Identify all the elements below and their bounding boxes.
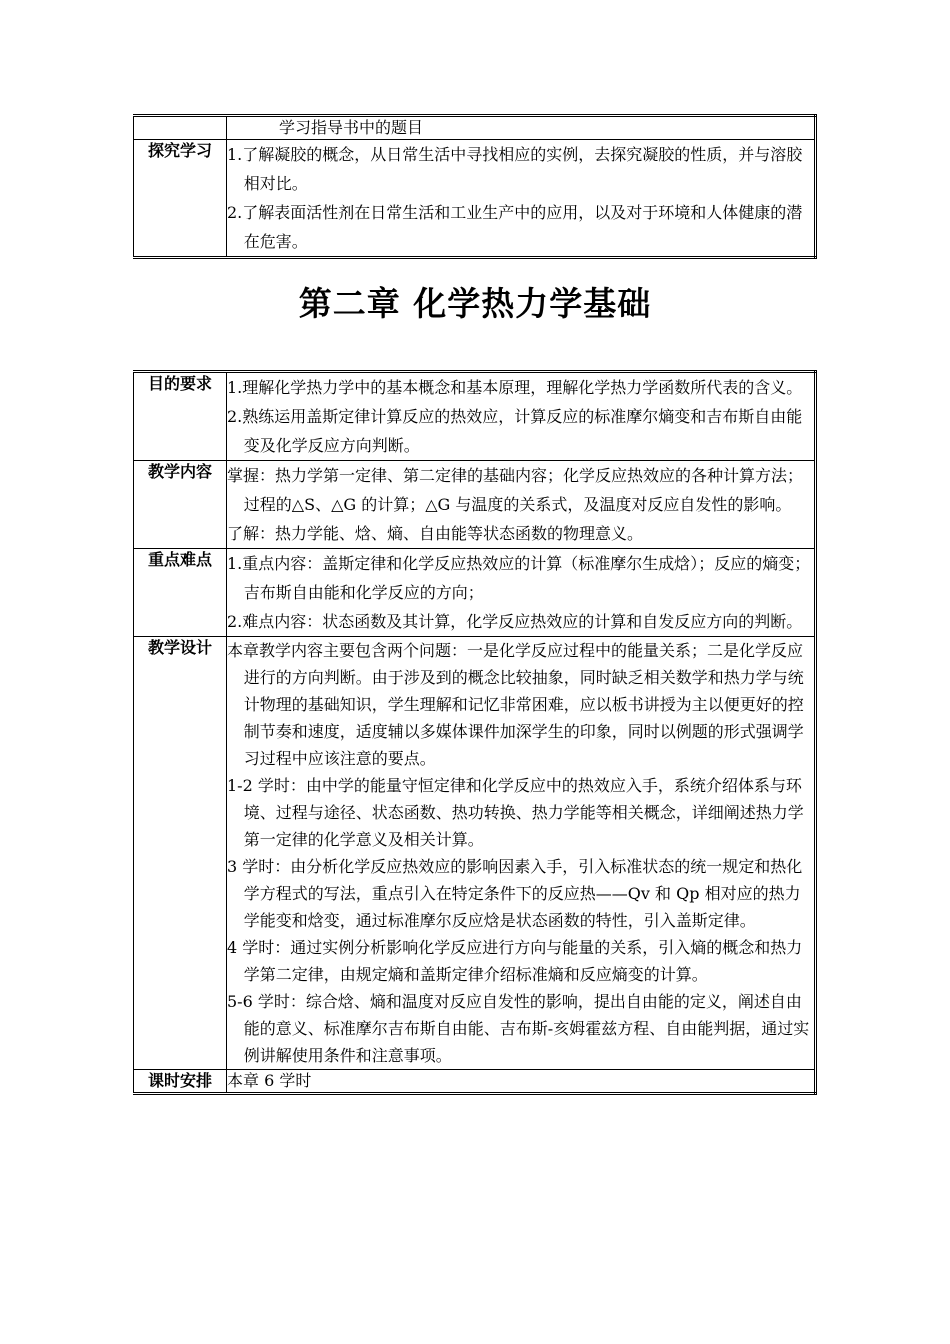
empty-label-cell [134, 116, 227, 140]
table-row [134, 637, 816, 1070]
continuation-row [134, 116, 816, 140]
list-item: 本章 6 学时 [227, 1071, 312, 1090]
row-label: 重点难点 [134, 549, 227, 637]
list-item: 3 学时：由分析化学反应热效应的影响因素入手，引入标准状态的统一规定和热化学方程式的写法，重点引入在特定条件下的反应热——Qv 和 Qp 相对应的热力学能变和焓变，通过标准摩尔反应焓是状态函数的特性，引入盖斯定律。 [227, 857, 803, 930]
list-item: 1.重点内容：盖斯定律和化学反应热效应的计算（标准摩尔生成焓）；反应的熵变；吉布斯自由能和化学反应的方向； [227, 554, 811, 602]
row-content [227, 461, 816, 549]
table-row [134, 549, 816, 637]
list-item: 了解：热力学能、焓、熵、自由能等状态函数的物理意义。 [227, 524, 644, 543]
continuation-text: 学习指导书中的题目 [279, 118, 424, 137]
list-item: 掌握：热力学第一定律、第二定律的基础内容；化学反应热效应的各种计算方法；过程的△S、△G 的计算；△G 与温度的关系式，及温度对反应自发性的影响。 [227, 466, 804, 514]
row-content [227, 372, 816, 461]
row-label: 探究学习 [134, 140, 227, 258]
list-item: 2.了解表面活性剂在日常生活和工业生产中的应用，以及对于环境和人体健康的潜在危害。 [227, 203, 803, 251]
continuation-cell [227, 116, 816, 140]
row-content [227, 140, 816, 258]
row-content [227, 637, 816, 1070]
chapter-plan-table [133, 370, 817, 1095]
row-content [227, 1070, 816, 1094]
list-item: 2.难点内容：状态函数及其计算，化学反应热效应的计算和自发反应方向的判断。 [227, 612, 803, 631]
row-label: 目的要求 [134, 372, 227, 461]
table-row [134, 372, 816, 461]
table-row [134, 140, 816, 258]
table-row [134, 1070, 816, 1094]
row-label: 课时安排 [134, 1070, 227, 1094]
row-content [227, 549, 816, 637]
list-item: 1-2 学时：由中学的能量守恒定律和化学反应中的热效应入手，系统介绍体系与环境、过程与途径、状态函数、热功转换、热力学能等相关概念，详细阐述热力学第一定律的化学意义及相关计算。 [227, 776, 804, 849]
table-row [134, 461, 816, 549]
list-item: 1.了解凝胶的概念，从日常生活中寻找相应的实例，去探究凝胶的性质，并与溶胶相对比。 [227, 145, 803, 193]
list-item: 4 学时：通过实例分析影响化学反应进行方向与能量的关系，引入熵的概念和热力学第二定律，由规定熵和盖斯定律介绍标准熵和反应熵变的计算。 [227, 938, 803, 984]
list-item: 1.理解化学热力学中的基本概念和基本原理，理解化学热力学函数所代表的含义。 [227, 378, 803, 397]
row-label: 教学设计 [134, 637, 227, 1070]
list-item: 本章教学内容主要包含两个问题：一是化学反应过程中的能量关系；二是化学反应进行的方向判断。由于涉及到的概念比较抽象，同时缺乏相关数学和热力学与统计物理的基础知识，学生理解和记忆非常困难，应以板书讲授为主以便更好的控制节奏和速度，适度辅以多媒体课件加深学生的印象，同时以例题的形式强调学习过程中应该注意的要点。 [227, 641, 804, 768]
previous-chapter-table [133, 114, 817, 259]
chapter-title: 第二章 化学热力学基础 [298, 284, 652, 323]
list-item: 2.熟练运用盖斯定律计算反应的热效应，计算反应的标准摩尔熵变和吉布斯自由能变及化学反应方向判断。 [227, 407, 803, 455]
list-item: 5-6 学时：综合焓、熵和温度对反应自发性的影响，提出自由能的定义，阐述自由能的意义、标准摩尔吉布斯自由能、吉布斯-亥姆霍兹方程、自由能判据，通过实例讲解使用条件和注意事项。 [227, 992, 810, 1065]
row-label: 教学内容 [134, 461, 227, 549]
